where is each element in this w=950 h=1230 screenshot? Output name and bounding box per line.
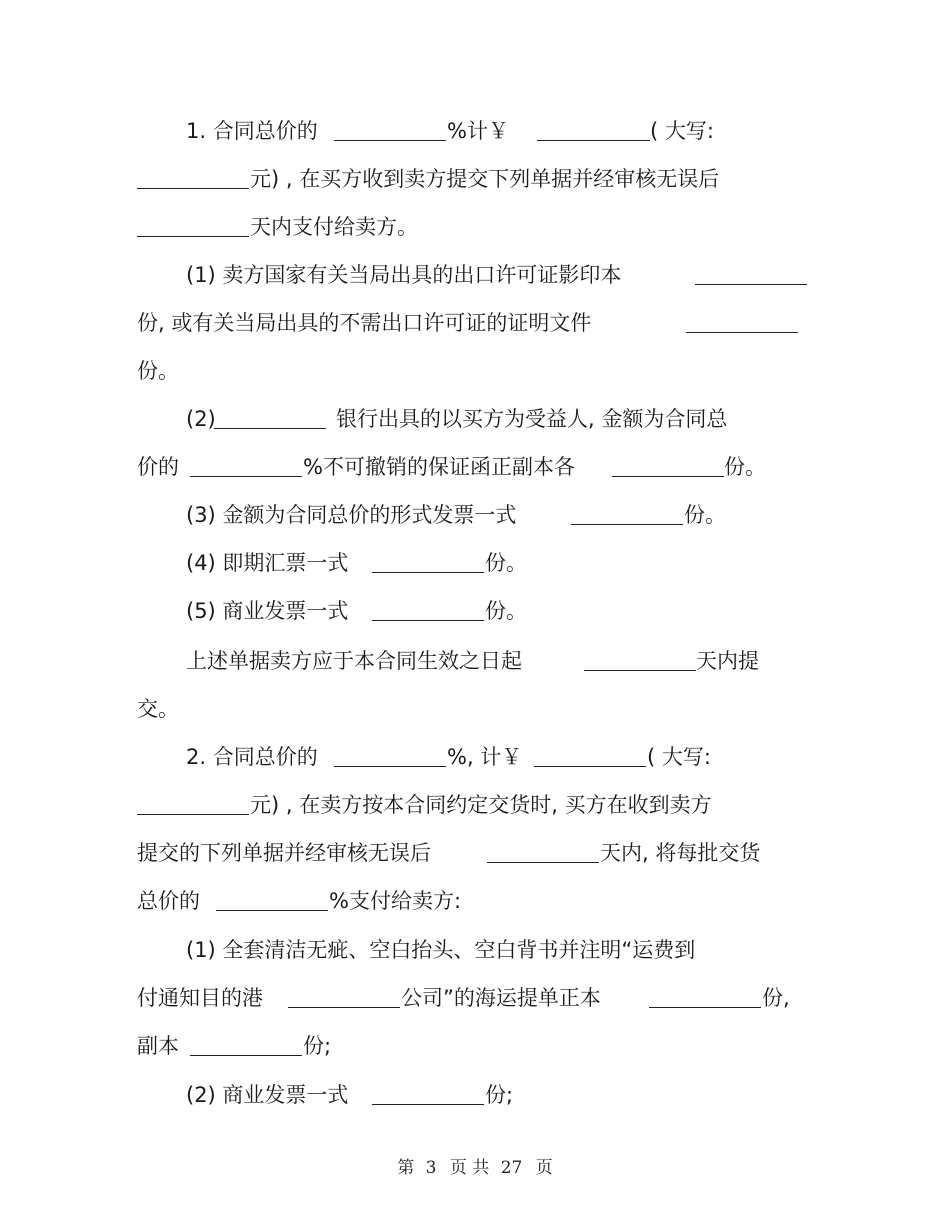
- fill-in-blank[interactable]: [686, 332, 798, 333]
- text-line: [0, 742, 950, 772]
- text-line: [0, 886, 950, 916]
- fill-in-blank[interactable]: [214, 428, 326, 429]
- text-segment: 提交的下列单据并经审核无误后: [137, 841, 431, 865]
- text-segment: 副本: [137, 1034, 179, 1058]
- current-page-number: 3: [425, 1158, 437, 1178]
- text-segment: (3) 金额为合同总价的形式发票一式: [186, 503, 517, 527]
- text-segment: 元) , 在买方收到卖方提交下列单据并经审核无误后: [250, 167, 720, 191]
- total-page-count: 27: [500, 1158, 523, 1178]
- text-line: [0, 548, 950, 578]
- fill-in-blank[interactable]: [695, 284, 807, 285]
- footer-suffix: 页: [535, 1158, 553, 1178]
- text-segment: 份;: [485, 1083, 514, 1107]
- text-segment: ( 大写:: [650, 119, 714, 143]
- text-line: [0, 404, 950, 434]
- fill-in-blank[interactable]: [571, 524, 683, 525]
- text-line: [0, 212, 950, 242]
- fill-in-blank[interactable]: [288, 1007, 400, 1008]
- fill-in-blank[interactable]: [216, 910, 328, 911]
- text-segment: (1) 全套清洁无疵、空白抬头、空白背书并注明“运费到: [186, 938, 696, 962]
- text-line: [0, 1031, 950, 1061]
- text-segment: 份, 或有关当局出具的不需出口许可证的证明文件: [137, 311, 592, 335]
- text-line: [0, 983, 950, 1013]
- text-segment: 交。: [137, 697, 179, 721]
- fill-in-blank[interactable]: [372, 572, 484, 573]
- fill-in-blank[interactable]: [190, 1055, 302, 1056]
- text-line: [0, 935, 950, 965]
- text-line: [0, 596, 950, 626]
- text-segment: 份。: [724, 455, 766, 479]
- text-segment: 份。: [485, 551, 527, 575]
- text-segment: %计￥: [447, 119, 509, 143]
- text-segment: 份。: [485, 599, 527, 623]
- text-segment: 付通知目的港: [137, 986, 263, 1010]
- text-segment: (4) 即期汇票一式: [186, 551, 349, 575]
- page-footer: [0, 1153, 950, 1178]
- fill-in-blank[interactable]: [334, 766, 446, 767]
- text-line: [0, 356, 950, 386]
- text-line: [0, 646, 950, 676]
- footer-prefix: 第: [397, 1158, 415, 1178]
- text-segment: %不可撤销的保证函正副本各: [303, 455, 575, 479]
- text-segment: (2) 商业发票一式: [186, 1083, 349, 1107]
- text-segment: 1. 合同总价的: [186, 119, 318, 143]
- fill-in-blank[interactable]: [612, 476, 724, 477]
- text-segment: 天内提: [696, 649, 759, 673]
- fill-in-blank[interactable]: [334, 140, 446, 141]
- text-segment: (5) 商业发票一式: [186, 599, 349, 623]
- fill-in-blank[interactable]: [372, 1104, 484, 1105]
- fill-in-blank[interactable]: [137, 814, 249, 815]
- text-segment: 总价的: [137, 889, 200, 913]
- text-segment: %, 计￥: [447, 745, 523, 769]
- text-line: [0, 790, 950, 820]
- text-segment: 份;: [303, 1034, 332, 1058]
- footer-mid: 页 共: [449, 1158, 490, 1178]
- fill-in-blank[interactable]: [137, 188, 249, 189]
- text-segment: 份。: [137, 359, 179, 383]
- text-segment: %支付给卖方:: [329, 889, 462, 913]
- text-segment: 天内, 将每批交货: [600, 841, 761, 865]
- text-line: [0, 116, 950, 146]
- fill-in-blank[interactable]: [537, 140, 650, 141]
- fill-in-blank[interactable]: [649, 1007, 761, 1008]
- text-segment: 2. 合同总价的: [186, 745, 318, 769]
- text-line: [0, 164, 950, 194]
- fill-in-blank[interactable]: [137, 236, 249, 237]
- text-segment: 银行出具的以买方为受益人, 金额为合同总: [336, 407, 728, 431]
- text-segment: 元) , 在卖方按本合同约定交货时, 买方在收到卖方: [250, 793, 712, 817]
- text-line: [0, 260, 950, 290]
- text-line: [0, 452, 950, 482]
- text-segment: (2): [186, 407, 216, 431]
- text-segment: 份。: [684, 503, 726, 527]
- text-line: [0, 308, 950, 338]
- fill-in-blank[interactable]: [190, 476, 302, 477]
- text-segment: 公司”的海运提单正本: [401, 986, 601, 1010]
- text-segment: 份,: [762, 986, 790, 1010]
- text-line: [0, 838, 950, 868]
- text-segment: (1) 卖方国家有关当局出具的出口许可证影印本: [186, 263, 622, 287]
- text-line: [0, 500, 950, 530]
- text-segment: 天内支付给卖方。: [250, 215, 418, 239]
- fill-in-blank[interactable]: [372, 620, 484, 621]
- text-segment: 价的: [137, 455, 179, 479]
- text-segment: 上述单据卖方应于本合同生效之日起: [186, 649, 522, 673]
- text-line: [0, 694, 950, 724]
- fill-in-blank[interactable]: [584, 670, 696, 671]
- fill-in-blank[interactable]: [487, 862, 599, 863]
- text-line: [0, 1080, 950, 1110]
- text-segment: ( 大写:: [647, 745, 711, 769]
- fill-in-blank[interactable]: [534, 766, 646, 767]
